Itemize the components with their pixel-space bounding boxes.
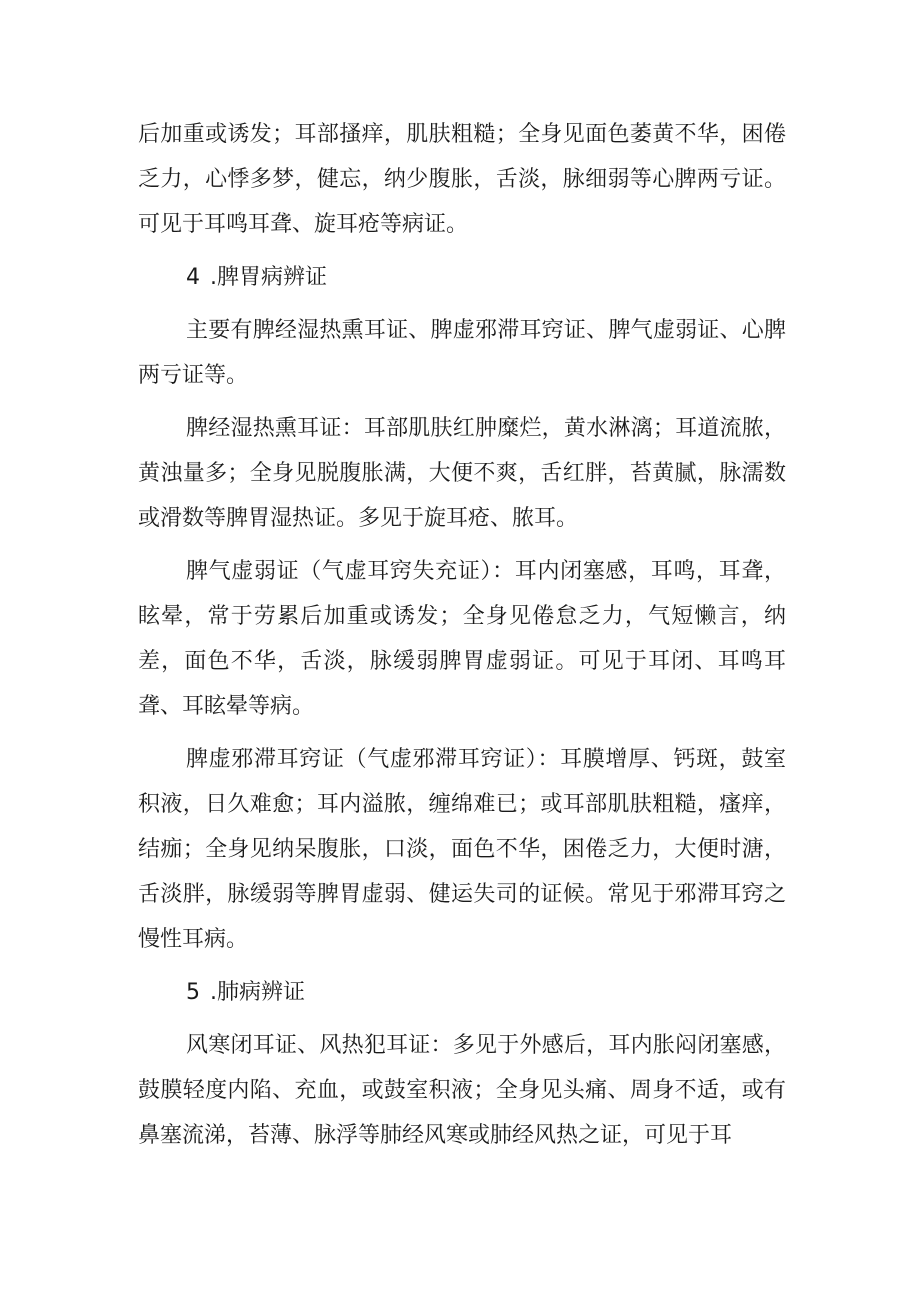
section-title: .肺病辨证 — [210, 980, 305, 1005]
section-number: 4 — [186, 265, 200, 290]
paragraph-2: 主要有脾经湿热熏耳证、脾虚邪滞耳窍证、脾气虚弱证、心脾两亏证等。 — [138, 318, 786, 388]
section-title: .脾胃病辨证 — [210, 265, 327, 290]
paragraph-1: 后加重或诱发；耳部搔痒，肌肤粗糙；全身见面色萎黄不华，困倦乏力，心悸多梦，健忘，纳少腹胀，舌淡，脉细弱等心脾两亏证。可见于耳鸣耳聋、旋耳疮等病证。 — [138, 122, 786, 237]
paragraph-5: 脾虚邪滞耳窍证（气虚邪滞耳窍证）：耳膜增厚、钙斑，鼓室积液，日久难愈；耳内溢脓，缠绵难已；或耳部肌肤粗糙，瘙痒，结痂；全身见纳呆腹胀，口淡，面色不华，困倦乏力，大便时溏，舌淡胖，脉缓弱等脾胃虚弱、健运失司的证候。常见于邪滞耳窍之慢性耳病。 — [138, 747, 786, 952]
paragraph-4: 脾气虚弱证（气虚耳窍失充证）：耳内闭塞感，耳鸣，耳聋，眩晕，常于劳累后加重或诱发；全身见倦怠乏力，气短懒言，纳差，面色不华，舌淡，脉缓弱脾胃虚弱证。可见于耳闭、耳鸣耳聋、耳眩晕等病。 — [138, 559, 786, 719]
document-page — [138, 112, 786, 1158]
paragraph-6: 风寒闭耳证、风热犯耳证：多见于外感后，耳内胀闷闭塞感，鼓膜轻度内陷、充血，或鼓室积液；全身见头痛、周身不适，或有鼻塞流涕，苔薄、脉浮等肺经风寒或肺经风热之证，可见于耳 — [138, 1033, 786, 1148]
section-heading-4 — [138, 255, 786, 300]
section-number: 5 — [186, 980, 200, 1005]
section-heading-5 — [138, 970, 786, 1015]
paragraph-3: 脾经湿热熏耳证：耳部肌肤红肿糜烂，黄水淋漓；耳道流脓，黄浊量多；全身见脱腹胀满，大便不爽，舌红胖，苔黄腻，脉濡数或滑数等脾胃湿热证。多见于旋耳疮、脓耳。 — [138, 416, 786, 531]
